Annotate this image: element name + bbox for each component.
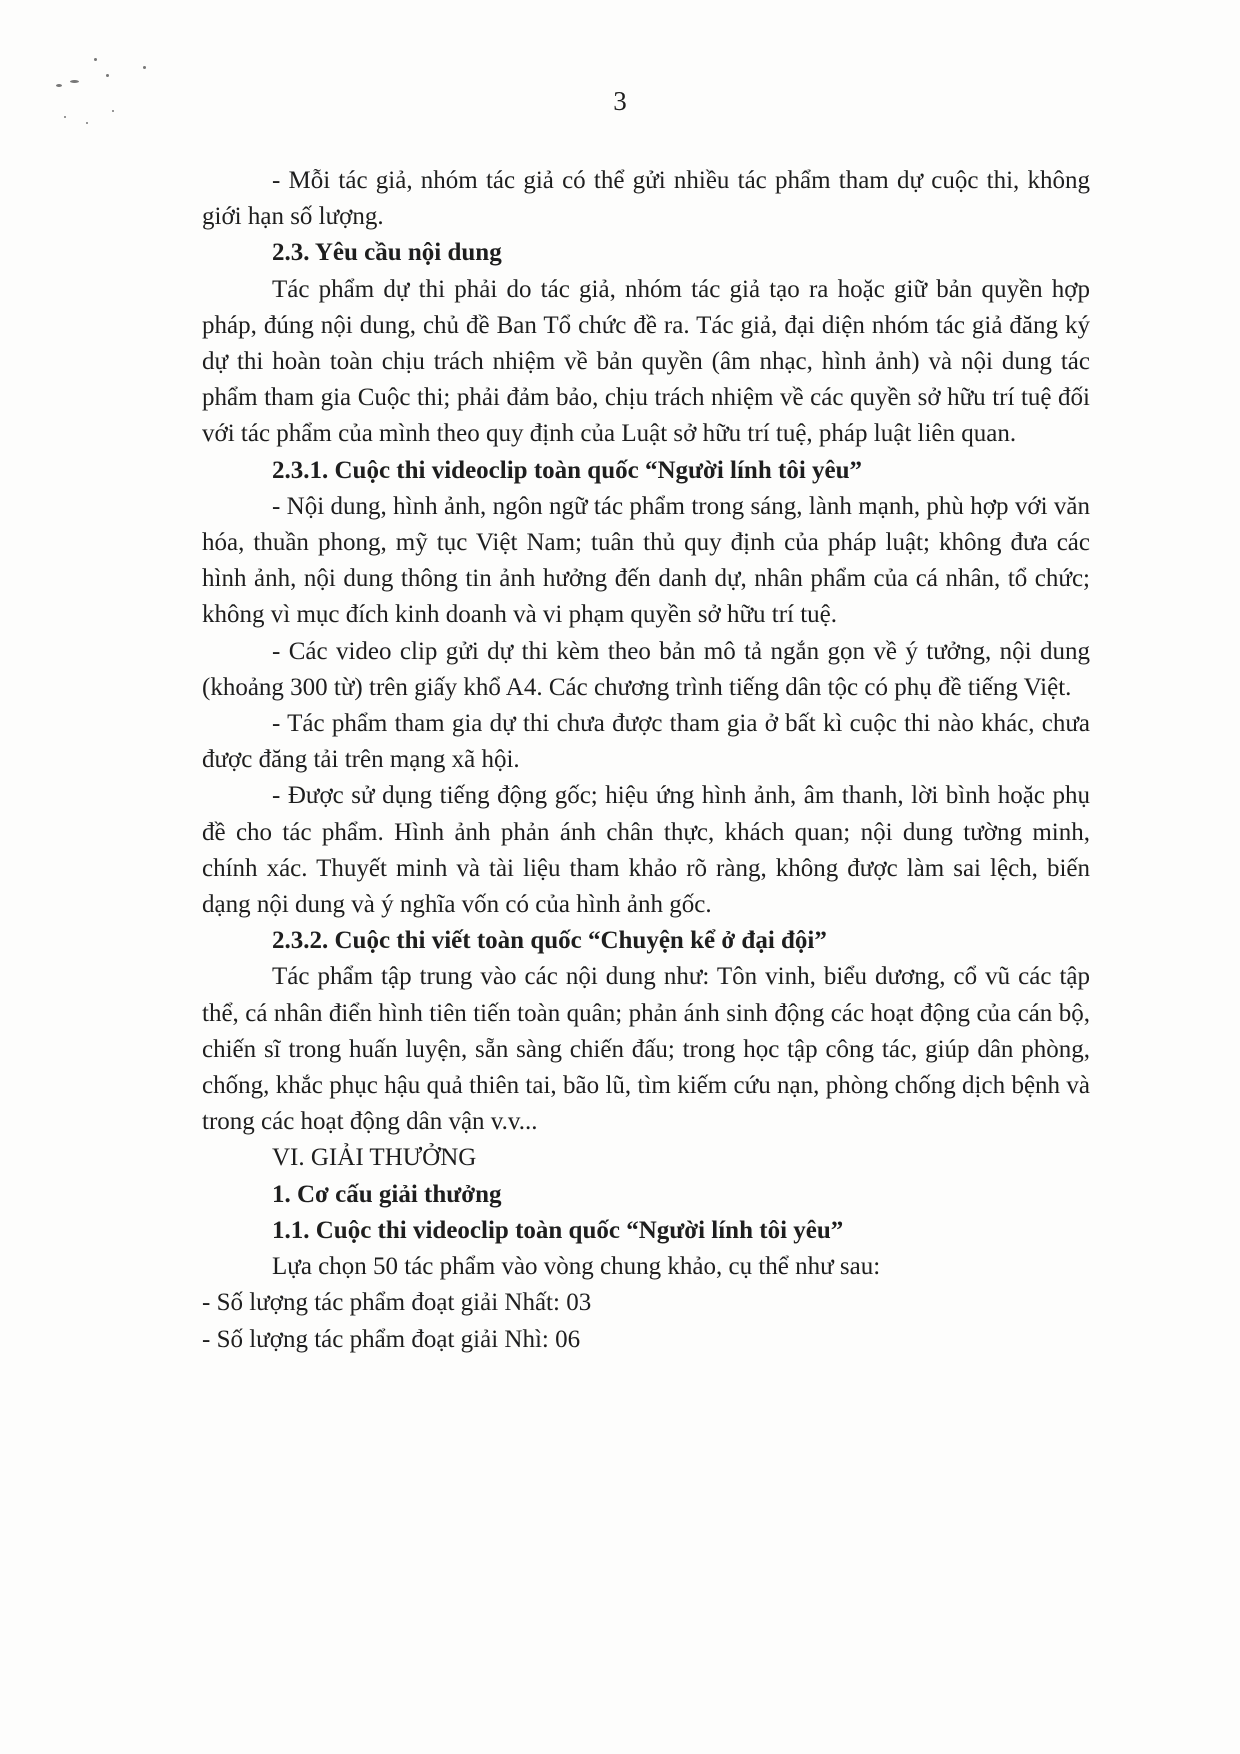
scan-speck bbox=[143, 66, 146, 69]
page-number: 3 bbox=[613, 86, 627, 116]
paragraph-video-description: - Các video clip gửi dự thi kèm theo bản mô tả ngắn gọn về ý tưởng, nội dung (khoảng 300 từ) trên giấy khổ A4. Các chương trình tiếng dân tộc có phụ đề tiếng Việt. bbox=[202, 637, 1090, 701]
heading-vi-prizes: VI. GIẢI THƯỞNG bbox=[272, 1144, 477, 1172]
heading-2-3: 2.3. Yêu cầu nội dung bbox=[272, 239, 502, 267]
scan-speck bbox=[94, 58, 97, 61]
list-item-second-prize: - Số lượng tác phẩm đoạt giải Nhì: 06 bbox=[202, 1325, 581, 1353]
paragraph-submission-limit: - Mỗi tác giả, nhóm tác giả có thể gửi nhiều tác phẩm tham dự cuộc thi, không giới hạn số lượng. bbox=[202, 167, 1090, 231]
scan-speck bbox=[106, 74, 109, 77]
paragraph-video-content: - Nội dung, hình ảnh, ngôn ngữ tác phẩm trong sáng, lành mạnh, phù hợp với văn hóa, thuần phong, mỹ tục Việt Nam; tuân thủ quy định của pháp luật; không đưa các hình ảnh, nội dung thông tin ảnh hưởng đến danh dự, nhân phẩm của cá nhân, tổ chức; không vì mục đích kinh doanh và vi phạm quyền sở hữu trí tuệ. bbox=[202, 492, 1090, 629]
heading-1-prize-structure: 1. Cơ cấu giải thưởng bbox=[272, 1180, 502, 1208]
scan-speck bbox=[86, 122, 88, 124]
paragraph-video-unpublished: - Tác phẩm tham gia dự thi chưa được tham gia ở bất kì cuộc thi nào khác, chưa được đăng tải trên mạng xã hội. bbox=[202, 710, 1090, 774]
paragraph-writing-content: Tác phẩm tập trung vào các nội dung như: Tôn vinh, biểu dương, cổ vũ các tập thể, cá nhân điển hình tiên tiến toàn quân; phản ánh sinh động các hoạt động của cán bộ, chiến sĩ trong huấn luyện, sẵn sàng chiến đấu; trong học tập công tác, giúp dân phòng, chống, khắc phục hậu quả thiên tai, bão lũ, tìm kiếm cứu nạn, phòng chống dịch bệnh và trong các hoạt động dân vận v.v... bbox=[202, 963, 1090, 1136]
heading-1-1: 1.1. Cuộc thi videoclip toàn quốc “Người lính tôi yêu” bbox=[272, 1216, 844, 1244]
paragraph-selection: Lựa chọn 50 tác phẩm vào vòng chung khảo, cụ thể như sau: bbox=[272, 1253, 881, 1281]
document-body bbox=[202, 163, 1090, 1358]
scan-speck bbox=[70, 80, 79, 83]
list-item-first-prize: - Số lượng tác phẩm đoạt giải Nhất: 03 bbox=[202, 1289, 592, 1317]
heading-2-3-2: 2.3.2. Cuộc thi viết toàn quốc “Chuyện kể ở đại đội” bbox=[272, 927, 827, 955]
paragraph-content-requirements: Tác phẩm dự thi phải do tác giả, nhóm tác giả tạo ra hoặc giữ bản quyền hợp pháp, đúng nội dung, chủ đề Ban Tổ chức đề ra. Tác giả, đại diện nhóm tác giả đăng ký dự thi hoàn toàn chịu trách nhiệm về bản quyền (âm nhạc, hình ảnh) và nội dung tác phẩm tham gia Cuộc thi; phải đảm bảo, chịu trách nhiệm về các quyền sở hữu trí tuệ đối với tác phẩm của mình theo quy định của Luật sở hữu trí tuệ, pháp luật liên quan. bbox=[202, 275, 1090, 448]
paragraph-video-effects: - Được sử dụng tiếng động gốc; hiệu ứng hình ảnh, âm thanh, lời bình hoặc phụ đề cho tác phẩm. Hình ảnh phản ánh chân thực, khách quan; nội dung tường minh, chính xác. Thuyết minh và tài liệu tham khảo rõ ràng, không được làm sai lệch, biến dạng nội dung và ý nghĩa vốn có của hình ảnh gốc. bbox=[202, 782, 1090, 919]
heading-2-3-1: 2.3.1. Cuộc thi videoclip toàn quốc “Người lính tôi yêu” bbox=[272, 456, 863, 484]
